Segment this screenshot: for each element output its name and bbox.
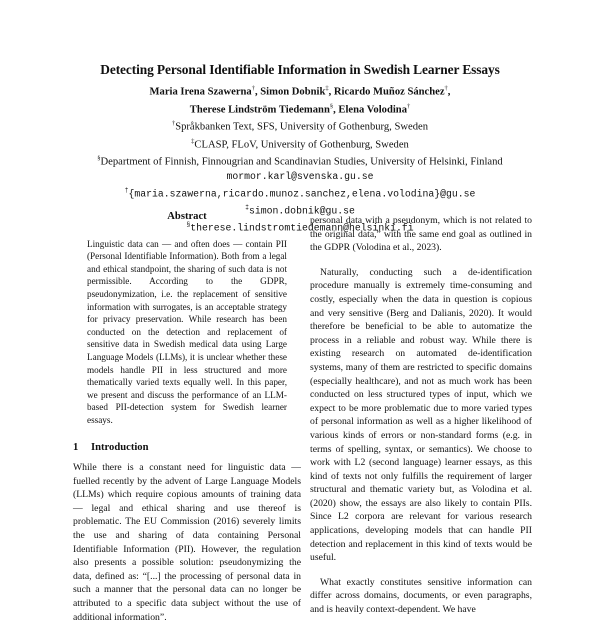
abstract-text: Linguistic data can — and often does — contain PII (Personal Identifiable Information). Both from a legal and ethical standpoint, the sharing of such data is not permissible. According to the GDPR, pseudonymization, i.e. the replacement of sensitive information with surrogates, is an acceptable strategy for privacy preservation. While research has been conducted on the detection and replacement of sensitive data in Swedish medical data using Large Language Models (LLMs), it is unclear whether these models handle PII in less structured and more thematically varied texts equally well. In this paper, we present and discuss the performance of an LLM-based PII-detection system for Swedish learner essays. — [87, 238, 287, 425]
author-name: Ricardo Muñoz Sánchez — [333, 86, 445, 98]
email[interactable]: ‡simon.dobnik@gu.se — [245, 203, 355, 217]
body-paragraph: personal data with a pseudonym, which is not related to the original data,” with the same end goal as outlined in the GDPR (Volodina et al., 2023). — [310, 215, 532, 254]
section-heading — [73, 441, 301, 455]
section-title: Introduction — [91, 441, 149, 453]
author-line-2: Therese Lindström Tiedemann§, Elena Volodina† — [189, 102, 411, 116]
body-paragraph: Naturally, conducting such a de-identification procedure manually is extremely time-consuming and costly, especially when the data in question is copious and very sensitive (Berg and Dalianis, 2020). It would therefore be beneficial to be able to automatize the process in a reliable and robust way. While there is existing research on automated de-identification systems, many of them are restricted to specific domains (especially healthcare), and not as much work has been conducted on less structured types of input, which we expect to be more problematic due to more varied types of personal information as well as a higher likelihood of various kinds of errors or non-standard forms (e.g. in terms of spelling, syntax, or semantics). We choose to work with L2 (second language) learner essays, as this kind of texts not only fulfills the requirement of larger structural and thematic variety but, as Volodina et al. (2020) show, the essays are also likely to contain PIIs. Since L2 corpora are relevant for various research applications, developing models that can handle PII detection and replacement in this kind of texts would be useful. — [310, 266, 532, 564]
author-line-1: Maria Irena Szawerna†, Simon Dobnik‡, Ricardo Muñoz Sánchez†, — [149, 85, 451, 98]
author-name: Maria Irena Szawerna — [149, 86, 252, 98]
right-column — [310, 214, 532, 628]
author-name: Therese Lindström Tiedemann — [189, 104, 330, 116]
author-name: Simon Dobnik — [260, 86, 326, 98]
email[interactable]: mormor.karl@svenska.gu.se — [226, 170, 374, 182]
affiliation: §Department of Finnish, Finnougrian and Scandinavian Studies, University of Helsinki, Finland — [97, 155, 503, 168]
email[interactable]: †{maria.szawerna,ricardo.munoz.sanchez,elena.volodina}@gu.se — [124, 186, 476, 199]
intro-paragraph: While there is a constant need for linguistic data — fuelled recently by the advent of Large Language Models (LLMs) which require copious amounts of training data — legal and ethical sharing and use thereof is problematic. The EU Commission (2016) severely limits the use and sharing of data containing Personal Identifiable Information (PII). However, the regulation also presents a possible solution: pseudonymizing the data, defined as: “[...] the processing of personal data in such a manner that the personal data can no longer be attributed to a specific data subject without the use of additional information”. — [73, 462, 301, 623]
affiliation: ‡CLASP, FLoV, University of Gothenburg, Sweden — [191, 137, 409, 151]
paper-title: Detecting Personal Identifiable Information in Swedish Learner Essays — [100, 62, 500, 77]
section-number: 1 — [73, 441, 79, 453]
author-name: Elena Volodina — [338, 104, 407, 116]
abstract-heading: Abstract — [167, 211, 207, 222]
affiliation: †Språkbanken Text, SFS, University of Gothenburg, Sweden — [171, 120, 429, 133]
body-paragraph: What exactly constitutes sensitive information can differ across domains, documents, or even paragraphs, and is heavily context-dependent. We have — [310, 576, 532, 616]
left-column — [73, 210, 301, 635]
email[interactable]: §therese.lindstromtiedemann@helsinki.fi — [186, 221, 414, 234]
